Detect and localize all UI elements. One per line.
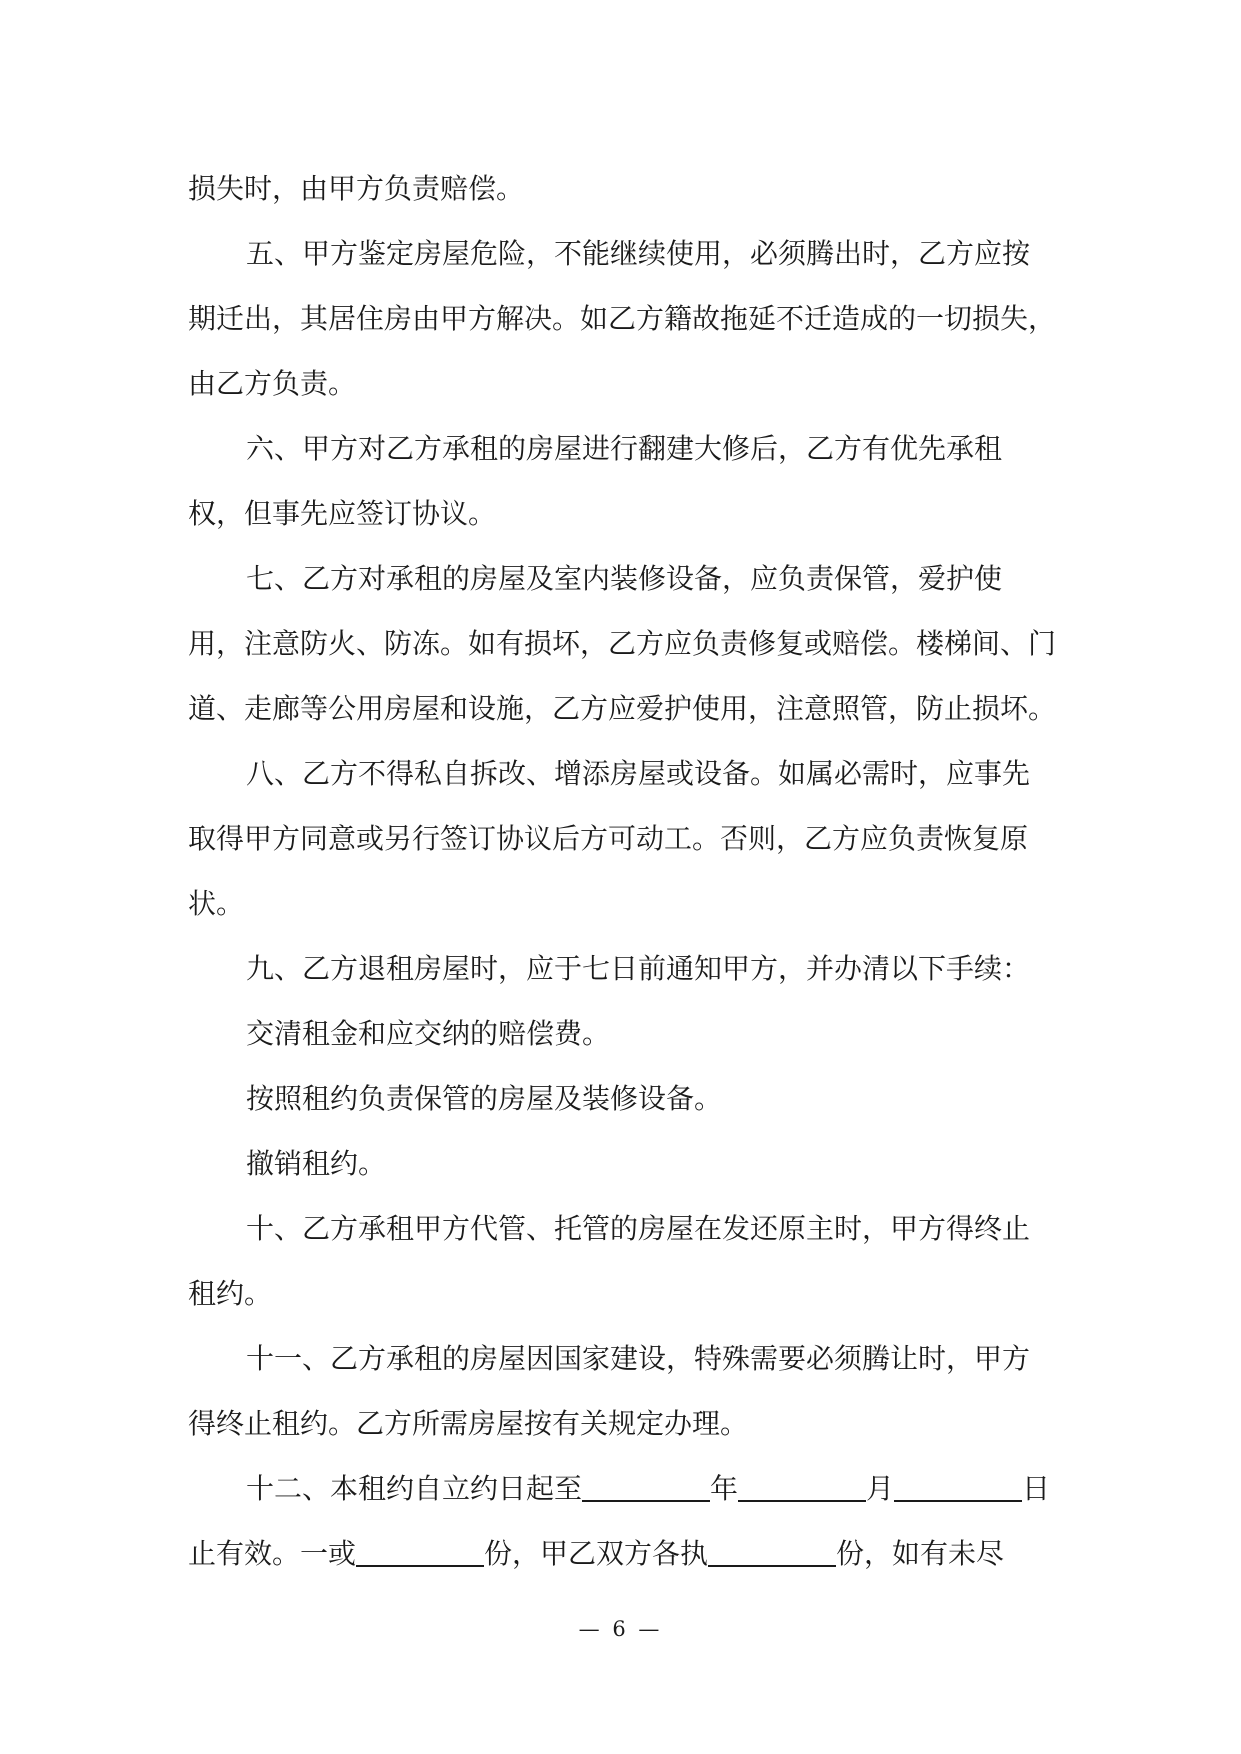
blank-end-day (894, 1472, 1022, 1502)
clause-7: 七、乙方对承租的房屋及室内装修设备，应负责保管，爱护使用，注意防火、防冻。如有损坏，乙方应负责修复或赔偿。楼梯间、门道、走廊等公用房屋和设施，乙方应爱护使用，注意照管，防止损坏。 (188, 562, 1057, 725)
blank-copies (356, 1537, 484, 1567)
clause-12-text-1: 十二、本租约自立约日起至 (246, 1472, 583, 1505)
clause-11: 十一、乙方承租的房屋因国家建设，特殊需要必须腾让时，甲方得终止租约。乙方所需房屋按有关规定办理。 (188, 1342, 1031, 1440)
clause-12-text-6: 份，如有未尽 (836, 1537, 1005, 1570)
page-number: — 6 — (578, 1617, 663, 1641)
blank-copies-each (708, 1537, 836, 1567)
clause-12-text-5: 份，甲乙双方各执 (484, 1537, 709, 1570)
clause-8: 八、乙方不得私自拆改、增添房屋或设备。如属必需时，应事先取得甲方同意或另行签订协议后方可动工。否则，乙方应负责恢复原状。 (188, 757, 1031, 920)
clause-6: 六、甲方对乙方承租的房屋进行翻建大修后，乙方有优先承租权，但事先应签订协议。 (188, 432, 1003, 530)
document-body (188, 156, 1056, 1586)
blank-end-month (738, 1472, 866, 1502)
clause-12-text-4: 日止有效。一或 (188, 1472, 1051, 1570)
clause-12 (188, 1456, 1056, 1586)
clause-9-item-1: 交清租金和应交纳的赔偿费。 (246, 1017, 611, 1050)
clause-10: 十、乙方承租甲方代管、托管的房屋在发还原主时，甲方得终止租约。 (188, 1212, 1031, 1310)
clause-5: 五、甲方鉴定房屋危险，不能继续使用，必须腾出时，乙方应按期迁出，其居住房由甲方解决。如乙方籍故拖延不迁造成的一切损失，由乙方负责。 (188, 237, 1057, 400)
paragraph-continuation: 损失时，由甲方负责赔偿。 (188, 172, 525, 205)
clause-12-text-3: 月 (866, 1472, 895, 1505)
clause-9-item-3: 撤销租约。 (246, 1147, 387, 1180)
clause-9: 九、乙方退租房屋时，应于七日前通知甲方，并办清以下手续： (246, 952, 1031, 985)
blank-end-year (582, 1472, 710, 1502)
clause-9-item-2: 按照租约负责保管的房屋及装修设备。 (246, 1082, 723, 1115)
clause-12-text-2: 年 (710, 1472, 739, 1505)
